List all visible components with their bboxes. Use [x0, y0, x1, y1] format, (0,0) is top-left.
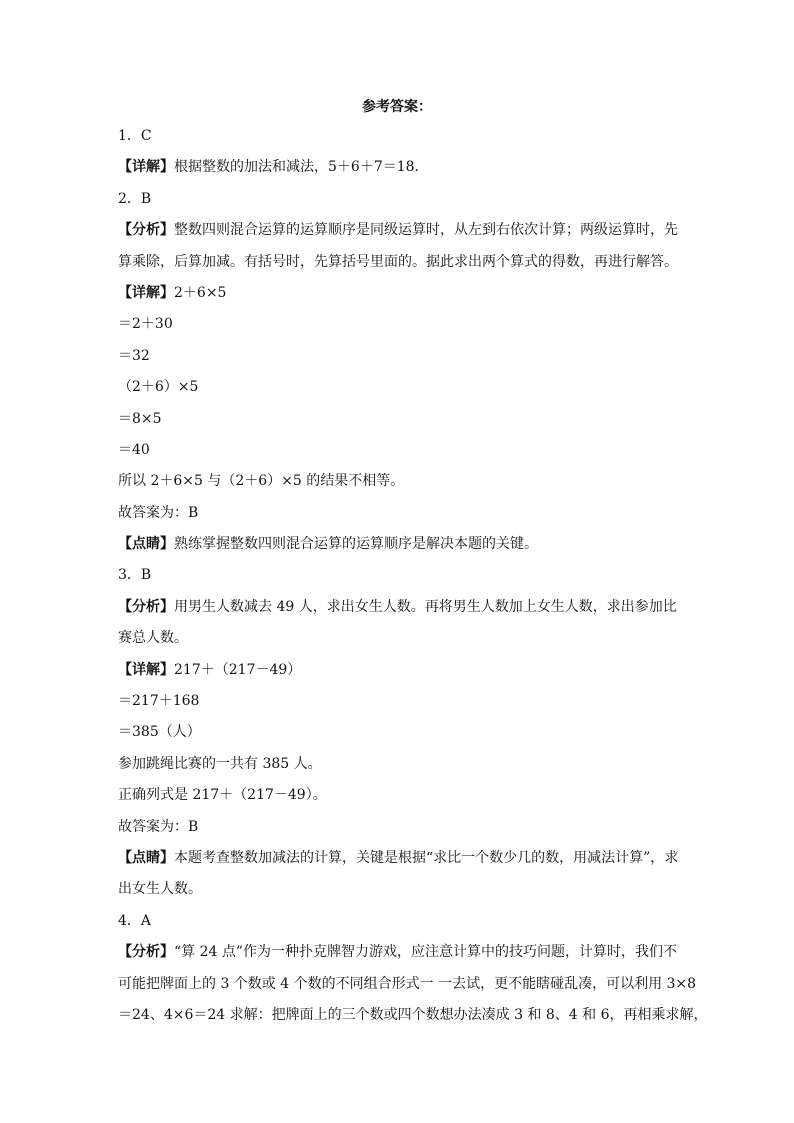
answer-line	[118, 1000, 708, 1031]
answer-line	[118, 215, 686, 246]
answer-line	[118, 717, 686, 748]
section-tag: 【点睛】	[118, 536, 174, 553]
answer-line	[118, 498, 686, 529]
answer-line	[118, 906, 686, 937]
line-text: 故答案为：B	[118, 504, 199, 521]
line-text: 本题考查整数加减法的计算，关键是根据“求比一个数少几的数，用减法计算”，求	[174, 849, 679, 866]
answer-line	[118, 529, 686, 560]
answer-line	[118, 152, 686, 183]
answer-line	[118, 686, 686, 717]
section-tag: 【详解】	[118, 284, 174, 301]
answer-line	[118, 309, 686, 340]
answer-line	[118, 184, 686, 215]
answer-line	[118, 341, 686, 372]
line-text: 根据整数的加法和减法，5＋6＋7＝18．	[174, 159, 429, 176]
line-text: ＝8×5	[118, 410, 162, 427]
answer-line	[118, 592, 686, 623]
line-text: 3．B	[118, 567, 152, 584]
line-text: 2．B	[118, 190, 152, 207]
line-text: 217＋（217－49）	[174, 661, 302, 678]
answer-line	[118, 560, 686, 591]
line-text: 1．C	[118, 128, 152, 144]
line-text: 熟练掌握整数四则混合运算的运算顺序是解决本题的关键。	[174, 536, 538, 553]
line-text: ＝24、4×6＝24 求解：把牌面上的三个数或四个数想办法凑成 3 和 8、4 和 6，再相乘求解，	[118, 1006, 708, 1023]
answer-line	[118, 278, 686, 309]
line-text: 2＋6×5	[174, 284, 227, 301]
line-text: 赛总人数。	[118, 630, 188, 647]
line-text: 4．A	[118, 912, 152, 929]
answer-line	[118, 780, 686, 811]
answer-line	[118, 466, 686, 497]
line-text: 正确列式是 217＋（217－49）。	[118, 787, 327, 804]
line-text: 所以 2＋6×5 与（2＋6）×5 的结果不相等。	[118, 473, 405, 490]
line-text: ＝217＋168	[118, 693, 200, 710]
line-text: 出女生人数。	[118, 881, 202, 898]
section-tag: 【分析】	[118, 598, 174, 615]
line-text: 整数四则混合运算的运算顺序是同级运算时，从左到右依次计算；两级运算时，先	[174, 222, 678, 239]
answer-line	[118, 121, 686, 152]
section-tag: 【详解】	[118, 159, 174, 176]
line-text: 用男生人数减去 49 人，求出女生人数。再将男生人数加上女生人数，求出参加比	[174, 598, 677, 615]
line-text: 故答案为：B	[118, 818, 199, 835]
page-title: 参考答案：	[362, 99, 432, 115]
line-text: ＝40	[118, 441, 150, 458]
answer-line	[118, 874, 686, 905]
line-text: 参加跳绳比赛的一共有 385 人。	[118, 755, 322, 772]
answer-line	[118, 623, 686, 654]
answer-content	[118, 121, 708, 1031]
answer-line	[118, 843, 686, 874]
line-text: （2＋6）×5	[118, 379, 199, 396]
section-tag: 【分析】	[118, 222, 174, 239]
answer-line	[118, 969, 697, 1000]
line-text: “算 24 点”作为一种扑克牌智力游戏，应注意计算中的技巧问题，计算时，我们不	[174, 944, 678, 961]
section-tag: 【点睛】	[118, 849, 174, 866]
line-text: ＝32	[118, 347, 150, 364]
answer-line	[118, 404, 686, 435]
line-text: 算乘除，后算加减。有括号时，先算括号里面的。据此求出两个算式的得数，再进行解答。	[118, 253, 678, 270]
line-text: ＝2＋30	[118, 316, 173, 333]
answer-line	[118, 372, 686, 403]
answer-line	[118, 247, 686, 278]
section-tag: 【详解】	[118, 661, 174, 678]
line-text: ＝385（人）	[118, 724, 201, 741]
answer-line	[118, 937, 686, 968]
line-text: 可能把牌面上的 3 个数或 4 个数的不同组合形式一 一去试，更不能瞎碰乱凑，可以利用 3×8	[118, 975, 697, 992]
answer-line	[118, 812, 686, 843]
section-tag: 【分析】	[118, 944, 174, 961]
answer-line	[118, 749, 686, 780]
answer-line	[118, 655, 686, 686]
answer-line	[118, 435, 686, 466]
